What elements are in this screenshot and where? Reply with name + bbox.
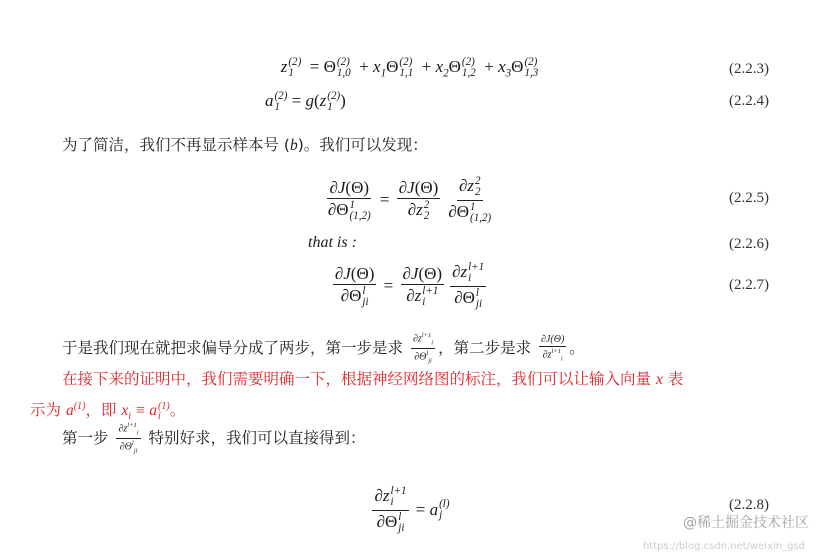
var-b: b bbox=[289, 137, 298, 154]
equation-number: (2.2.5) bbox=[729, 190, 769, 206]
paragraph-1 bbox=[62, 132, 772, 159]
text: 于是我们现在就把求偏导分成了两步，第一步是求 bbox=[62, 338, 404, 357]
paragraph-3-highlight-line2: 示为 $a^{(1)}$，即 $x_i \equiv a$ (1) i 。 bbox=[30, 400, 186, 423]
equation-2-2-7: ∂J(Θ) ∂Θ l ji = ∂J(Θ) ∂z l+1 i ∂z l+1 i ∂Θ l ji bbox=[334, 261, 485, 310]
text: 。 bbox=[169, 401, 186, 420]
text: 表 bbox=[667, 370, 684, 388]
equation-number: (2.2.7) bbox=[729, 277, 769, 293]
text: 第一步 bbox=[62, 428, 109, 447]
text: )。我们可以发现： bbox=[297, 136, 428, 154]
equation-number: (2.2.3) bbox=[729, 61, 769, 77]
text: 在接下来的证明中，我们需要明确一下，根据神经网络图的标注，我们可以让输入向量 bbox=[62, 370, 652, 388]
watermark-url: https://blog.csdn.net/weixin_gsd bbox=[642, 541, 805, 552]
text: 特别好求，我们可以直接得到： bbox=[148, 428, 366, 447]
paragraph-3-highlight bbox=[62, 366, 772, 393]
text: 示为 bbox=[30, 401, 62, 420]
text: ，即 bbox=[85, 401, 117, 420]
equation-2-2-4: a (2) 1 = g(z (2) 1 ) bbox=[265, 89, 346, 114]
equation-number: (2.2.6) bbox=[729, 236, 769, 252]
text: 为了简洁，我们不再显示样本号 ( bbox=[62, 136, 290, 154]
var-x: x bbox=[655, 371, 663, 388]
text: ，第二步是求 bbox=[438, 338, 532, 357]
equation-2-2-8: ∂z l+1 i ∂Θ l ji = a (l) j bbox=[374, 485, 450, 534]
equation-2-2-5: ∂J(Θ) ∂Θ 1 (1,2) = ∂J(Θ) ∂z 2 2 ∂z 2 2 ∂Θ 1 (1,2) bbox=[327, 175, 492, 224]
text: 。 bbox=[569, 338, 585, 357]
equation-2-2-3: z (2) 1 = Θ (2) 1,0 + $x_1\Theta$ (2) 1,1 + $x_2\Theta$ (2) 1,2 + $x_3\Theta$ (2) 1,3 bbox=[280, 55, 539, 80]
watermark-brand: @稀土掘金技术社区 bbox=[683, 515, 809, 531]
that-is-text: that is : bbox=[308, 234, 357, 251]
paragraph-4: 第一步 $\frac{\partial z^{l+1}_i}{\partial\Theta^l_{ji}}$ 特别好求，我们可以直接得到： bbox=[62, 422, 366, 455]
equation-number: (2.2.4) bbox=[729, 93, 769, 109]
equation-number: (2.2.8) bbox=[729, 497, 769, 513]
paragraph-2: 于是我们现在就把求偏导分成了两步，第一步是求 $\frac{\partial z^{l+1}_i}{\partial\Theta^l_{ji}}$ ，第二步是求 $\frac{\partial J(\Theta)}{\partial z^{l+1}_i}$ 。 bbox=[62, 332, 585, 365]
